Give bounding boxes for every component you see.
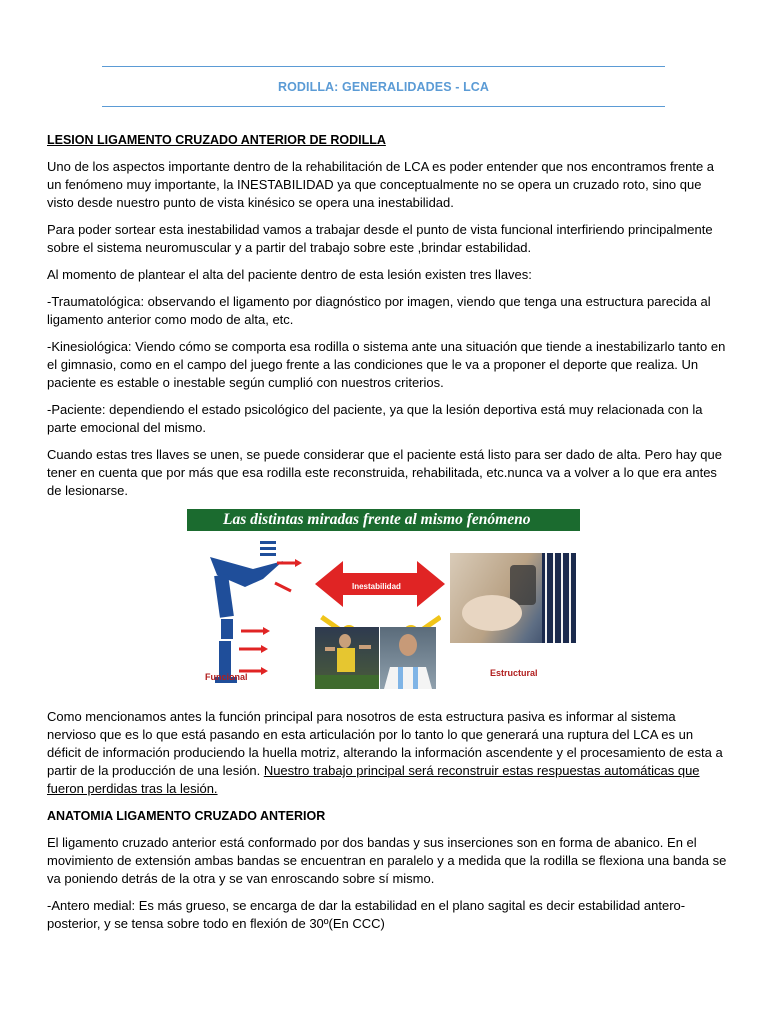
football-photo-right	[380, 627, 436, 689]
instability-figure	[187, 509, 580, 689]
paragraph-underlined-text: Nuestro trabajo principal será reconstruir estas respuestas automáticas que fueron perdidas tras la lesión.	[47, 763, 700, 796]
page-header-title: RODILLA: GENERALIDADES - LCA	[277, 80, 490, 94]
paragraph: Uno de los aspectos importante dentro de la rehabilitación de LCA es poder entender que nos encontramos frente a un fenómeno muy importante, la INESTABILIDAD ya que conceptualmente no se opera un cruzado roto, sino que visto desde nuestro punto de vista kinésico se opera una inestabilidad.	[47, 159, 715, 210]
paragraph: -Kinesiológica: Viendo cómo se comporta esa rodilla o sistema ante una situación que tiende a inestabilizarlo tanto en el gimnasio, como en el campo del juego frente a las condiciones que le va a proponer el deporte que realiza. Un paciente es estable o inestable según cumplió con nuestros criterios.	[47, 339, 726, 390]
paragraph: Cuando estas tres llaves se unen, se puede considerar que el paciente está listo para ser dado de alta. Pero hay que tener en cuenta que por más que esa rodilla este reconstruida, rehabilitada, etc.nunca va a volver a lo que era antes de lesionarse.	[47, 447, 722, 498]
header-rule-bottom	[102, 106, 665, 107]
figure-label-structural: Estructural	[490, 668, 538, 678]
paragraph: Para poder sortear esta inestabilidad vamos a trabajar desde el punto de vista funcional interfiriendo principalmente sobre el sistema neuromuscular y a partir del trabajo sobre este ,brindar estabilidad.	[47, 222, 713, 255]
paragraph	[47, 708, 727, 798]
knee-exam-image	[450, 553, 576, 643]
paragraph: Al momento de plantear el alta del paciente dentro de esta lesión existen tres llaves:	[47, 267, 532, 282]
section-heading-anatomy: ANATOMIA LIGAMENTO CRUZADO ANTERIOR	[47, 809, 326, 823]
section-heading-lesion: LESION LIGAMENTO CRUZADO ANTERIOR DE RODILLA	[47, 133, 386, 147]
figure-banner-text: Las distintas miradas frente al mismo fenómeno	[223, 511, 531, 528]
football-photo-left	[315, 627, 379, 689]
knee-exam-photo	[450, 553, 576, 643]
figure-label-functional: Funcional	[205, 672, 248, 682]
figure-label-instability: Inestabilidad	[352, 582, 401, 591]
functional-leg-diagram-icon	[205, 539, 310, 689]
paragraph-text: Como mencionamos antes la función principal para nosotros de esta estructura pasiva es informar al sistema nervioso que es lo que está pasando en esta articulación por lo tanto lo que generará una ruptura del LCA es un déficit de información produciendo la huella motriz, alterando la información ascendente y el procesamiento de esta a partir de la producción de una lesión.	[47, 709, 723, 778]
paragraph: -Traumatológica: observando el ligamento por diagnóstico por imagen, viendo que tenga una estructura parecida al ligamento anterior como modo de alta, etc.	[47, 294, 711, 327]
player-image	[315, 627, 379, 689]
document-body	[47, 131, 727, 942]
paragraph: -Antero medial: Es más grueso, se encarga de dar la estabilidad en el plano sagital es decir estabilidad antero-posterior, y se tensa sobre todo en flexión de 30º(En CCC)	[47, 898, 686, 931]
paragraph: El ligamento cruzado anterior está conformado por dos bandas y sus inserciones son en forma de abanico. En el movimiento de extensión ambas bandas se encuentran en paralelo y a medida que la rodilla se flexiona una banda se va poniendo detrás de la otra y se van enroscando sobre sí mismo.	[47, 835, 727, 886]
paragraph: -Paciente: dependiendo el estado psicológico del paciente, ya que la lesión deportiva está muy relacionada con la parte emocional del mismo.	[47, 402, 703, 435]
player-image	[380, 627, 436, 689]
figure-banner	[187, 509, 580, 531]
header-rule-top	[102, 66, 665, 67]
